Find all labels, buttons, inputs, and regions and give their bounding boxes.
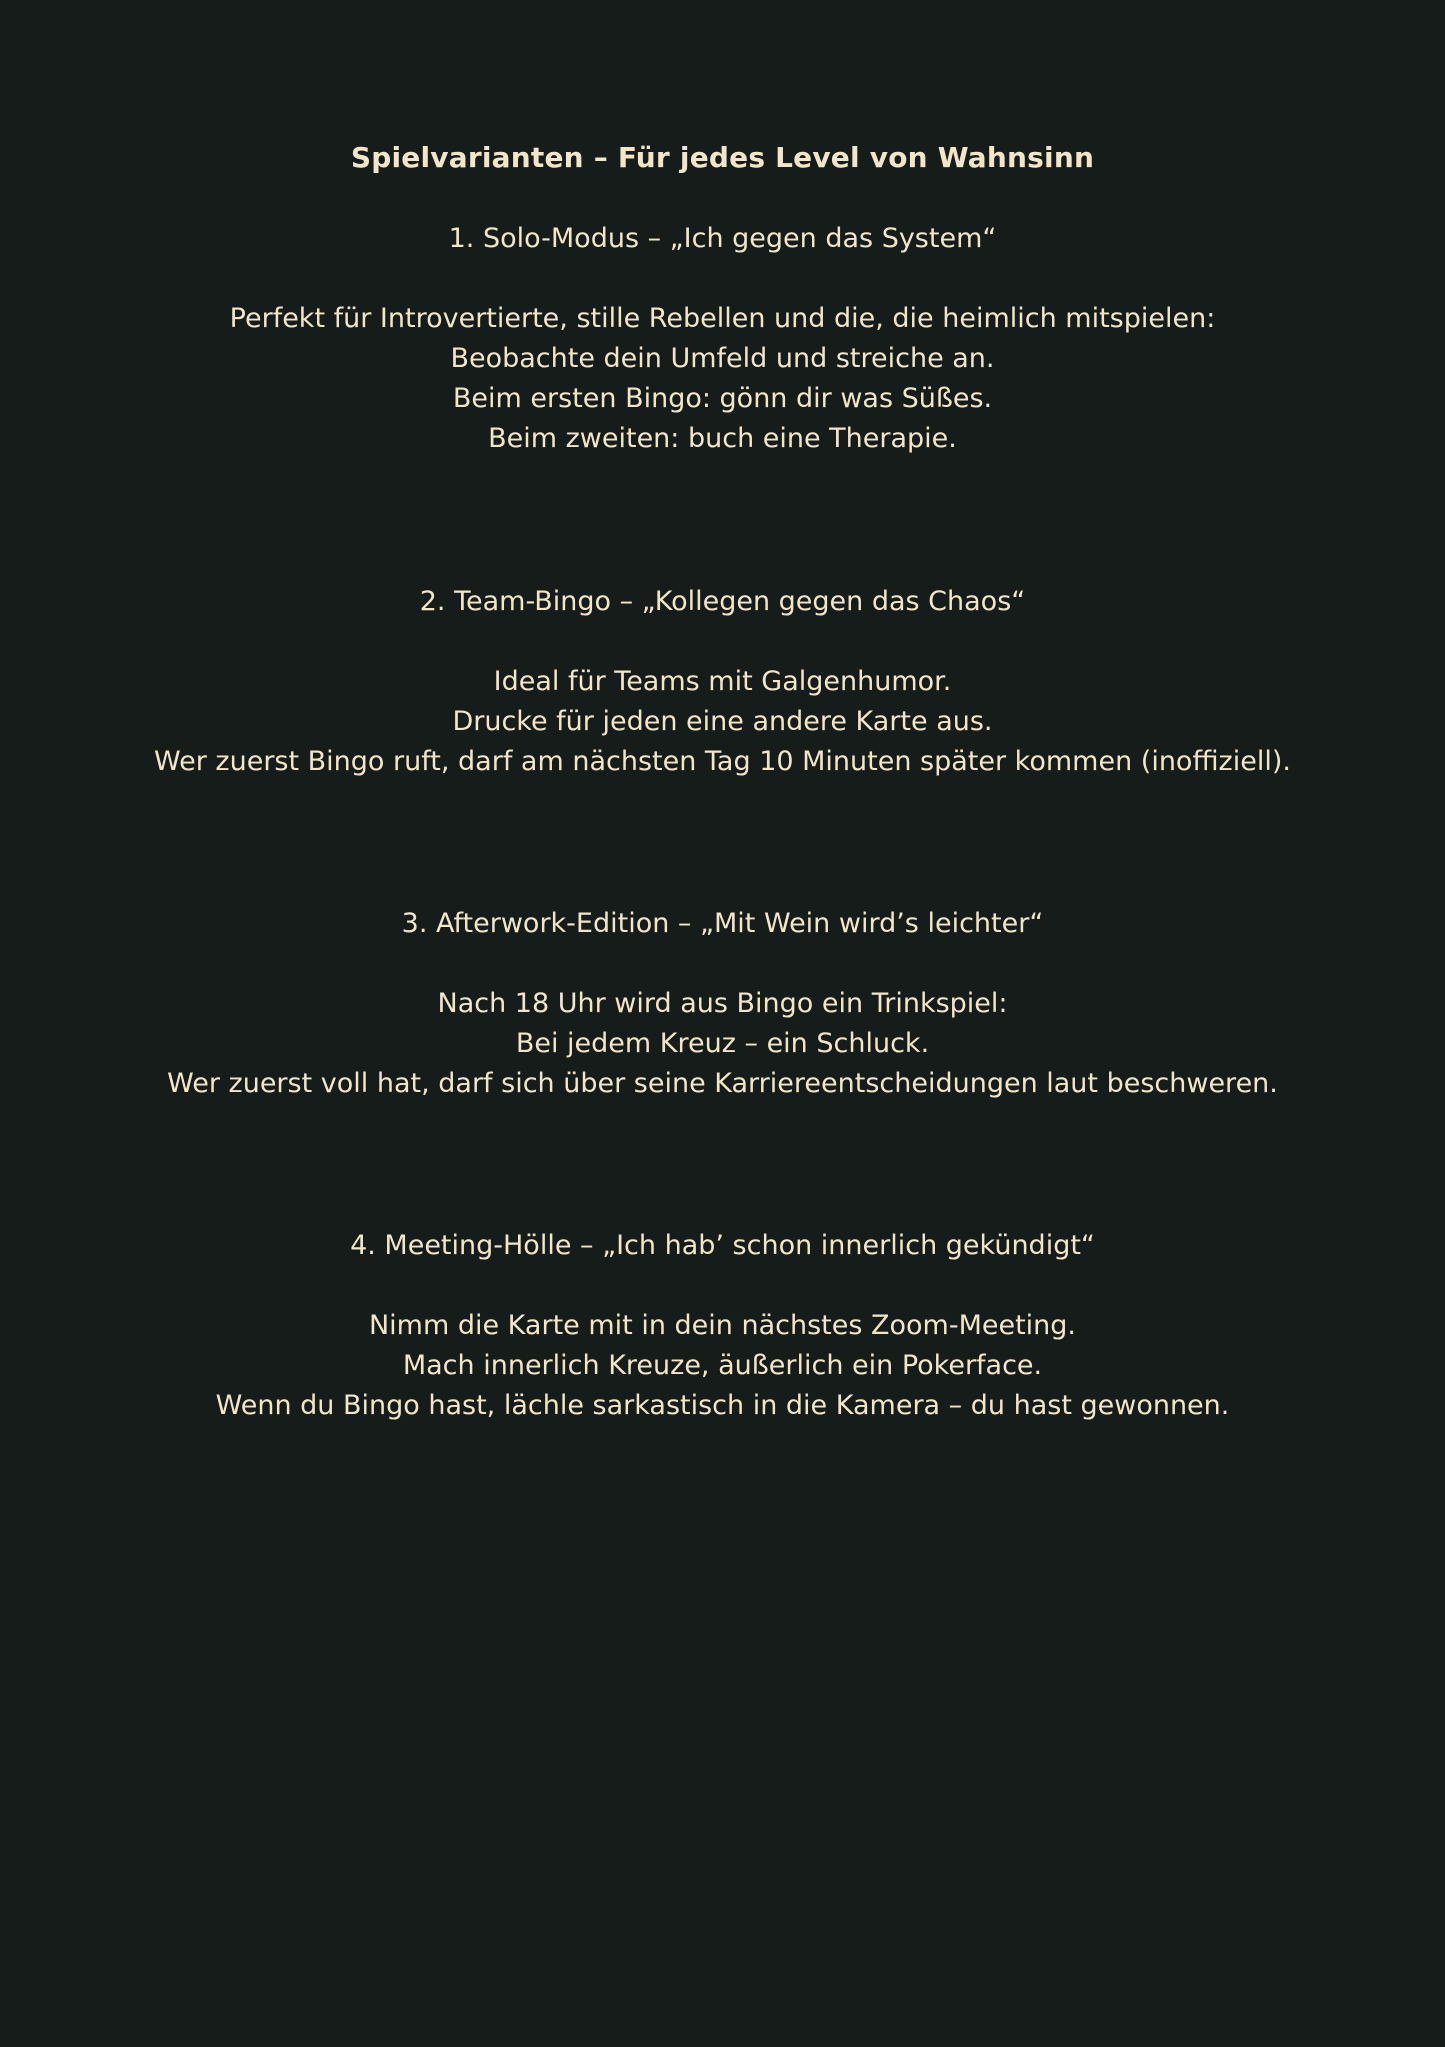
section-heading: 3. Afterwork-Edition – „Mit Wein wird’s leichter“	[401, 908, 1044, 939]
body-line: Bei jedem Kreuz – ein Schluck.	[515, 1028, 930, 1059]
section-body	[0, 1306, 1445, 1426]
section-heading: 2. Team-Bingo – „Kollegen gegen das Chaos“	[419, 586, 1026, 617]
body-line: Perfekt für Introvertierte, stille Rebellen und die, die heimlich mitspielen:	[229, 303, 1216, 334]
section-body	[0, 984, 1445, 1104]
body-line: Wer zuerst voll hat, darf sich über seine Karriereentscheidungen laut beschweren.	[167, 1068, 1278, 1099]
body-line: Beim ersten Bingo: gönn dir was Süßes.	[452, 383, 993, 414]
body-line: Nach 18 Uhr wird aus Bingo ein Trinkspiel:	[437, 988, 1008, 1019]
body-line: Drucke für jeden eine andere Karte aus.	[452, 706, 993, 737]
section-heading: 4. Meeting-Hölle – „Ich hab’ schon innerlich gekündigt“	[350, 1230, 1095, 1261]
section-team-bingo	[0, 582, 1445, 782]
body-line: Beobachte dein Umfeld und streiche an.	[450, 343, 995, 374]
section-body	[0, 299, 1445, 459]
body-line: Wenn du Bingo hast, lächle sarkastisch in die Kamera – du hast gewonnen.	[215, 1390, 1230, 1421]
body-line: Nimm die Karte mit in dein nächstes Zoom-Meeting.	[368, 1310, 1077, 1341]
body-line: Mach innerlich Kreuze, äußerlich ein Pokerface.	[402, 1350, 1043, 1381]
section-afterwork-edition	[0, 904, 1445, 1104]
page-title: Spielvarianten – Für jedes Level von Wahnsinn	[350, 141, 1095, 174]
section-solo-modus	[0, 219, 1445, 459]
section-body	[0, 662, 1445, 782]
body-line: Wer zuerst Bingo ruft, darf am nächsten Tag 10 Minuten später kommen (inoffiziell).	[154, 746, 1291, 777]
section-heading: 1. Solo-Modus – „Ich gegen das System“	[448, 223, 997, 254]
body-line: Beim zweiten: buch eine Therapie.	[488, 423, 957, 454]
body-line: Ideal für Teams mit Galgenhumor.	[493, 666, 952, 697]
section-meeting-hoelle	[0, 1226, 1445, 1426]
